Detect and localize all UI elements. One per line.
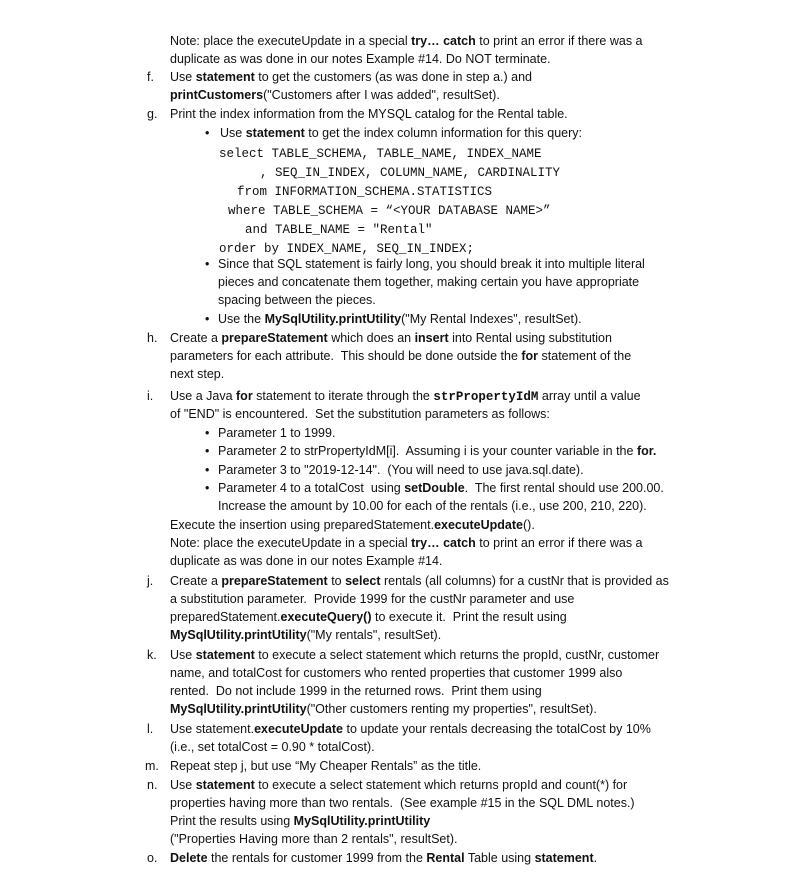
item-o-line-1: Delete the rentals for customer 1999 from the Rental Table using statement. <box>170 851 598 865</box>
item-l-line-1: Use statement.executeUpdate to update your rentals decreasing the totalCost by 10% <box>170 722 651 736</box>
item-l-marker: l. <box>147 722 154 736</box>
bullet-icon: • <box>205 126 210 140</box>
item-k-line-3: rented. Do not include 1999 in the returned rows. Print them using <box>170 684 542 698</box>
item-f-marker: f. <box>147 70 154 84</box>
item-n-line-1: Use statement to execute a select statement which returns propId and count(*) for <box>170 778 628 792</box>
item-l-line-2: (i.e., set totalCost = 0.90 * totalCost). <box>170 740 375 754</box>
item-g-bullet-2-line-2: pieces and concatenate them together, making certain you have appropriate <box>218 275 640 289</box>
param-1: Parameter 1 to 1999. <box>218 426 336 440</box>
sql-line-3: from INFORMATION_SCHEMA.STATISTICS <box>237 185 493 199</box>
sql-line-1: select TABLE_SCHEMA, TABLE_NAME, INDEX_NAME <box>219 147 542 161</box>
item-n-line-4: ("Properties Having more than 2 rentals", resultSet). <box>170 832 458 846</box>
bullet-icon: • <box>205 444 210 458</box>
item-g-bullet-2-line-3: spacing between the pieces. <box>218 293 376 307</box>
item-j-line-3: preparedStatement.executeQuery() to execute it. Print the result using <box>170 610 567 624</box>
item-i-line-4: Note: place the executeUpdate in a special try… catch to print an error if there was a <box>170 536 643 550</box>
bullet-icon: • <box>205 257 210 271</box>
intro-note-line-1: Note: place the executeUpdate in a special try… catch to print an error if there was a <box>170 34 643 48</box>
item-n-marker: n. <box>147 778 158 792</box>
item-g-marker: g. <box>147 107 158 121</box>
item-h-line-1: Create a prepareStatement which does an insert into Rental using substitution <box>170 331 612 345</box>
item-f-line-2: printCustomers("Customers after I was added", resultSet). <box>170 88 500 102</box>
item-j-line-2: a substitution parameter. Provide 1999 for the custNr parameter and use <box>170 592 575 606</box>
param-4: Parameter 4 to a totalCost using setDouble. The first rental should use 200.00. <box>218 481 664 495</box>
bullet-icon: • <box>205 481 210 495</box>
item-g-bullet-2-line-1: Since that SQL statement is fairly long, you should break it into multiple literal <box>218 257 645 271</box>
item-f-line-1: Use statement to get the customers (as was done in step a.) and <box>170 70 532 84</box>
item-i-line-5: duplicate as was done in our notes Example #14. <box>170 554 443 568</box>
sql-line-2: , SEQ_IN_INDEX, COLUMN_NAME, CARDINALITY <box>260 166 561 180</box>
param-2: Parameter 2 to strPropertyIdM[i]. Assuming i is your counter variable in the for. <box>218 444 657 458</box>
item-g-bullet-1: Use statement to get the index column information for this query: <box>220 126 582 140</box>
item-i-marker: i. <box>147 389 154 403</box>
item-i-line-2: of "END" is encountered. Set the substitution parameters as follows: <box>170 407 550 421</box>
item-o-marker: o. <box>147 851 158 865</box>
sql-line-6: order by INDEX_NAME, SEQ_IN_INDEX; <box>219 242 475 256</box>
item-n-line-3: Print the results using MySqlUtility.printUtility <box>170 814 431 828</box>
sql-line-4: where TABLE_SCHEMA = “<YOUR DATABASE NAME>” <box>228 204 551 218</box>
bullet-icon: • <box>205 463 210 477</box>
item-j-line-1: Create a prepareStatement to select rentals (all columns) for a custNr that is provided as <box>170 574 669 588</box>
item-k-marker: k. <box>147 648 157 662</box>
item-m-marker: m. <box>145 759 159 773</box>
item-k-line-4: MySqlUtility.printUtility("Other customers renting my properties", resultSet). <box>170 702 597 716</box>
item-g-bullet-3: Use the MySqlUtility.printUtility("My Rental Indexes", resultSet). <box>218 312 582 326</box>
item-g-line-1: Print the index information from the MYSQL catalog for the Rental table. <box>170 107 568 121</box>
item-m-line-1: Repeat step j, but use “My Cheaper Rentals” as the title. <box>170 759 482 773</box>
item-h-line-3: next step. <box>170 367 225 381</box>
bullet-icon: • <box>205 312 210 326</box>
item-i-line-3: Execute the insertion using preparedStatement.executeUpdate(). <box>170 518 535 532</box>
item-j-line-4: MySqlUtility.printUtility("My rentals", resultSet). <box>170 628 442 642</box>
item-h-marker: h. <box>147 331 158 345</box>
param-4-continued: Increase the amount by 10.00 for each of the rentals (i.e., use 200, 210, 220). <box>218 499 647 513</box>
item-k-line-1: Use statement to execute a select statement which returns the propId, custNr, customer <box>170 648 660 662</box>
intro-note-line-2: duplicate as was done in our notes Example #14. Do NOT terminate. <box>170 52 551 66</box>
item-i-line-1: Use a Java for statement to iterate through the strPropertyIdM array until a value <box>170 389 641 404</box>
item-h-line-2: parameters for each attribute. This should be done outside the for statement of the <box>170 349 632 363</box>
bullet-icon: • <box>205 426 210 440</box>
item-j-marker: j. <box>147 574 154 588</box>
item-k-line-2: name, and totalCost for customers who rented properties that customer 1999 also <box>170 666 623 680</box>
sql-line-5: and TABLE_NAME = "Rental" <box>245 223 433 237</box>
param-3: Parameter 3 to "2019-12-14". (You will need to use java.sql.date). <box>218 463 584 477</box>
item-n-line-2: properties having more than two rentals. (See example #15 in the SQL DML notes.) <box>170 796 635 810</box>
